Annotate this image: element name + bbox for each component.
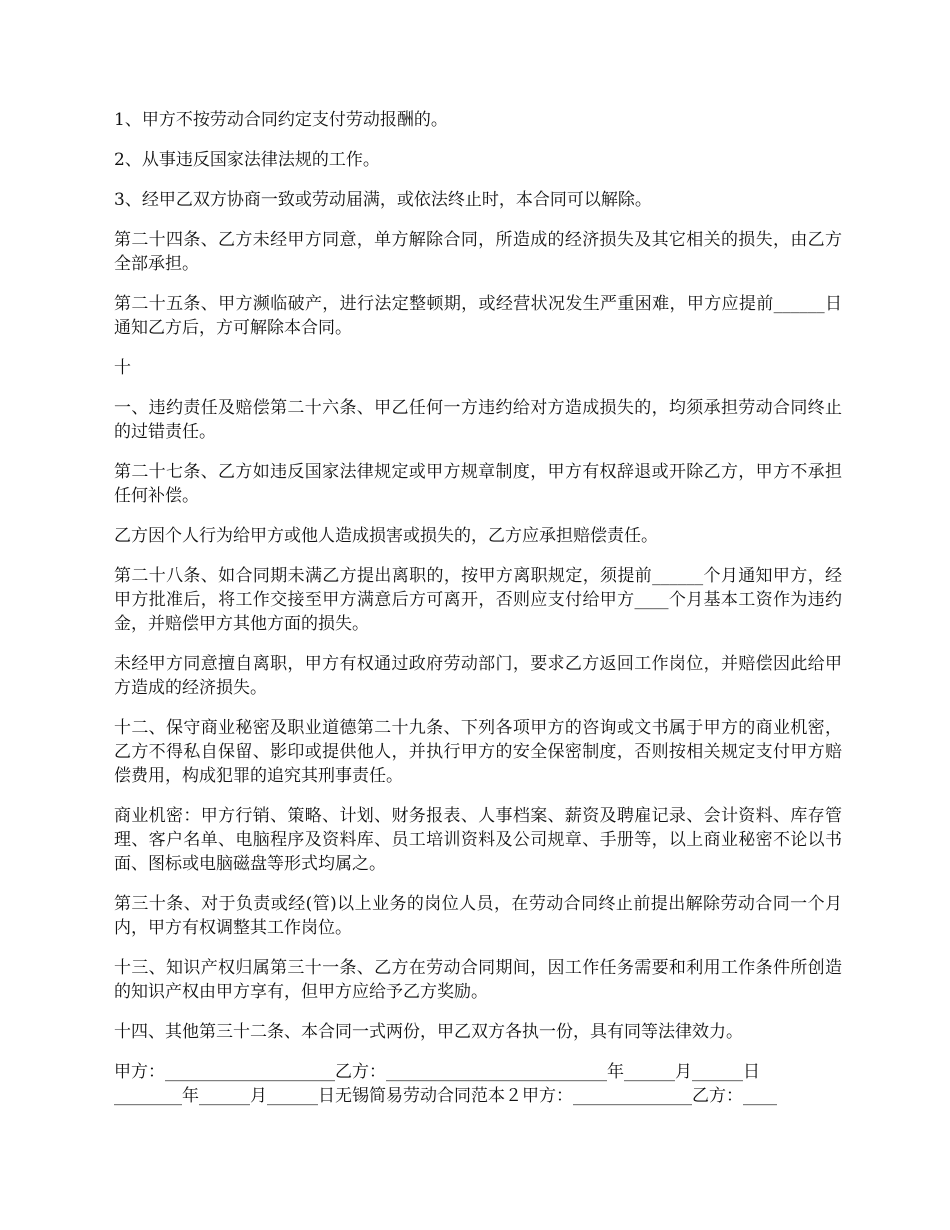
signature-block [114, 1060, 842, 1108]
clause-paragraph: 十三、知识产权归属第三十一条、乙方在劳动合同期间，因工作任务需要和利用工作条件所创造的知识产权由甲方享有，但甲方应给予乙方奖励。 [114, 958, 842, 1002]
signature-line: 甲方：____________________乙方：__________________________年______月______日 [114, 1062, 760, 1082]
clause-paragraph: 第二十五条、甲方濒临破产，进行法定整顿期，或经营状况发生严重困难，甲方应提前______日通知乙方后，方可解除本合同。 [114, 294, 842, 338]
clause-paragraph: 1、甲方不按劳动合同约定支付劳动报酬的。 [114, 110, 448, 130]
clause-paragraph: 十四、其他第三十二条、本合同一式两份，甲乙双方各执一份，具有同等法律效力。 [114, 1022, 743, 1042]
document-body [114, 108, 842, 1108]
clause-paragraph: 第三十条、对于负责或经(管)以上业务的岗位人员，在劳动合同终止前提出解除劳动合同一个月内，甲方有权调整其工作岗位。 [114, 894, 842, 938]
clause-paragraph: 第二十八条、如合同期未满乙方提出离职的，按甲方离职规定，须提前______个月通知甲方，经甲方批准后，将工作交接至甲方满意后方可离开，否则应支付给甲方____个月基本工资作为违约金，并赔偿甲方其他方面的损失。 [114, 566, 842, 634]
signature-line: ________年______月______日无锡简易劳动合同范本２甲方：______________乙方：____ [114, 1086, 777, 1106]
clause-paragraph: 十二、保守商业秘密及职业道德第二十九条、下列各项甲方的咨询或文书属于甲方的商业机密，乙方不得私自保留、影印或提供他人，并执行甲方的安全保密制度，否则按相关规定支付甲方赔偿费用，构成犯罪的追究其刑事责任。 [114, 718, 842, 786]
clause-paragraph: 第二十四条、乙方未经甲方同意，单方解除合同，所造成的经济损失及其它相关的损失，由乙方全部承担。 [114, 230, 842, 274]
clause-paragraph: 第二十七条、乙方如违反国家法律规定或甲方规章制度，甲方有权辞退或开除乙方，甲方不承担任何补偿。 [114, 462, 842, 506]
clause-paragraph: 乙方因个人行为给甲方或他人造成损害或损失的，乙方应承担赔偿责任。 [114, 526, 658, 546]
section-number: 十 [114, 358, 131, 378]
clause-paragraph: 2、从事违反国家法律法规的工作。 [114, 150, 380, 170]
clause-paragraph: 3、经甲乙双方协商一致或劳动届满，或依法终止时，本合同可以解除。 [114, 190, 652, 210]
clause-paragraph: 未经甲方同意擅自离职，甲方有权通过政府劳动部门，要求乙方返回工作岗位，并赔偿因此给甲方造成的经济损失。 [114, 654, 842, 698]
clause-paragraph: 一、违约责任及赔偿第二十六条、甲乙任何一方违约给对方造成损失的，均须承担劳动合同终止的过错责任。 [114, 398, 842, 442]
clause-paragraph: 商业机密：甲方行销、策略、计划、财务报表、人事档案、薪资及聘雇记录、会计资料、库存管理、客户名单、电脑程序及资料库、员工培训资料及公司规章、手册等，以上商业秘密不论以书面、图标或电脑磁盘等形式均属之。 [114, 806, 842, 874]
